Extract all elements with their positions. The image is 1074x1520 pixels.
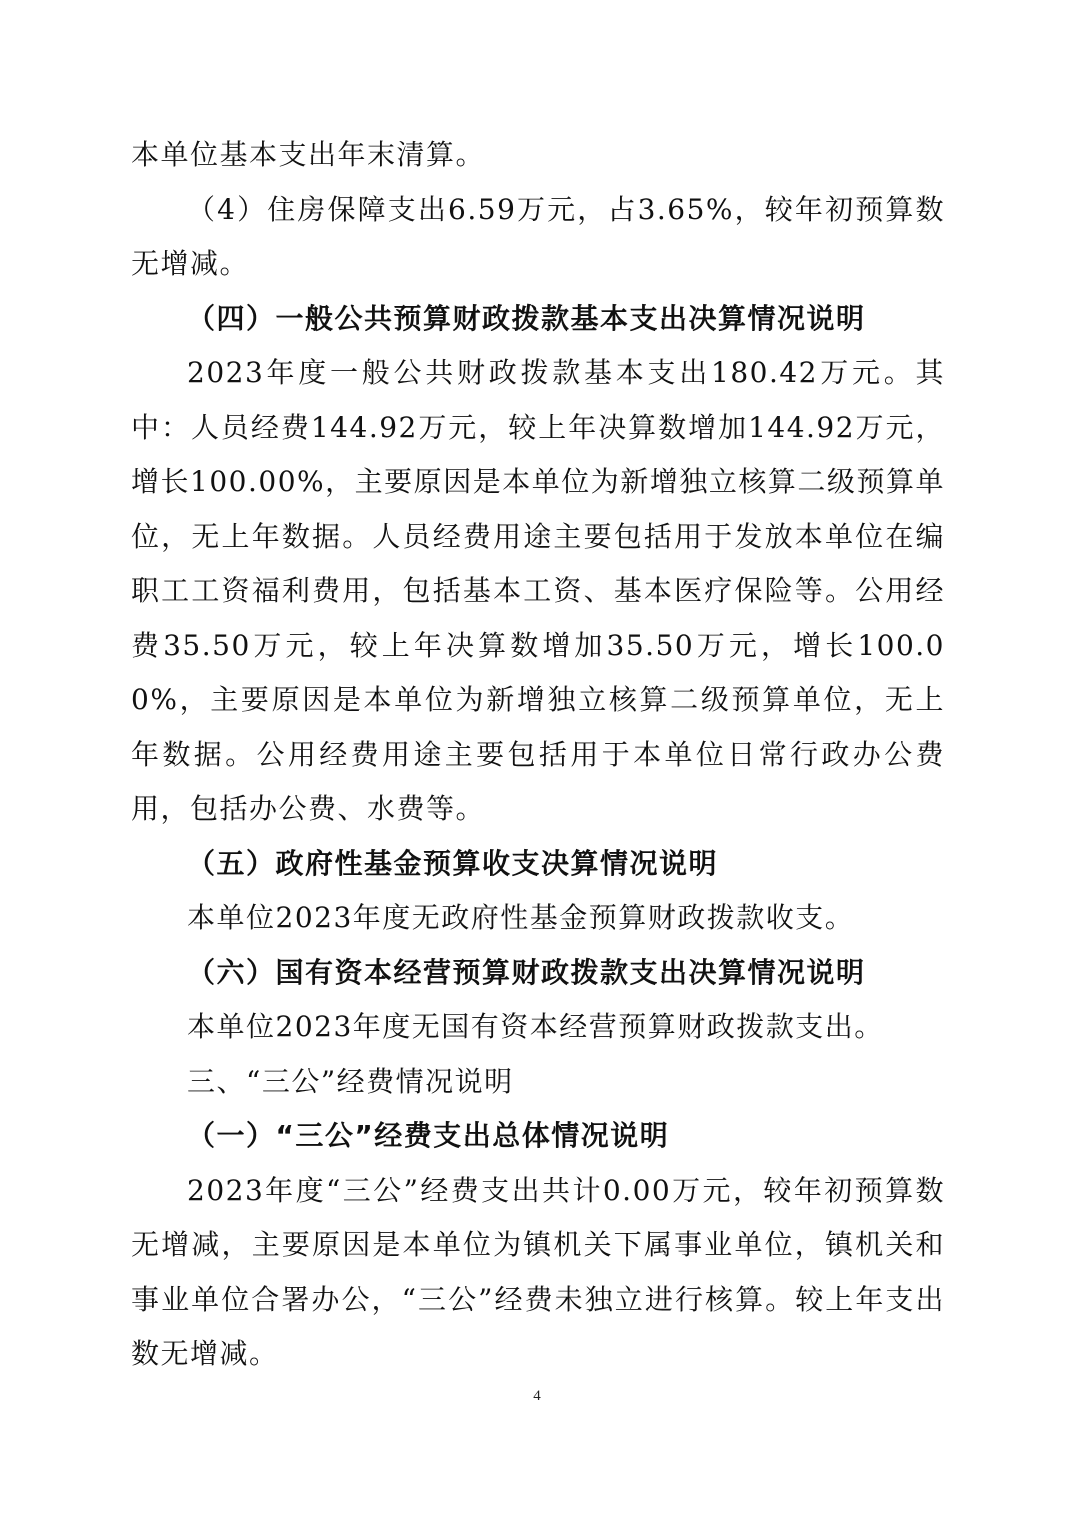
section-heading-state-capital: （六）国有资本经营预算财政拨款支出决算情况说明 xyxy=(187,955,866,989)
paragraph-three-public-overall: 2023年度“三公”经费支出共计0.00万元，较年初预算数无增减，主要原因是本单位为镇机关下属事业单位，镇机关和事业单位合署办公，“三公”经费未独立进行核算。较上年支出数无增减。 xyxy=(131,1173,945,1370)
paragraph-housing-expense: （4）住房保障支出6.59万元，占3.65%，较年初预算数无增减。 xyxy=(131,192,945,280)
paragraph-basic-expenditure: 2023年度一般公共财政拨款基本支出180.42万元。其中：人员经费144.92万元，较上年决算数增加144.92万元，增长100.00%，主要原因是本单位为新增独立核算二级预算单位，无上年数据。人员经费用途主要包括用于发放本单位在编职工工资福利费用，包括基本工资、基本医疗保险等。公用经费35.50万元，较上年决算数增加35.50万元，增长100.00%，主要原因是本单位为新增独立核算二级预算单位，无上年数据。公用经费用途主要包括用于本单位日常行政办公费用，包括办公费、水费等。 xyxy=(131,356,945,825)
paragraph-government-fund: 本单位2023年度无政府性基金预算财政拨款收支。 xyxy=(187,901,855,934)
section-heading-basic-expenditure: （四）一般公共预算财政拨款基本支出决算情况说明 xyxy=(187,301,866,335)
section-heading-government-fund: （五）政府性基金预算收支决算情况说明 xyxy=(187,846,719,880)
subsection-heading-three-public-overall: （一）“三公”经费支出总体情况说明 xyxy=(187,1119,670,1152)
paragraph-continuation: 本单位基本支出年末清算。 xyxy=(131,138,486,171)
section-heading-three-public: 三、“三公”经费情况说明 xyxy=(187,1064,514,1098)
paragraph-state-capital: 本单位2023年度无国有资本经营预算财政拨款支出。 xyxy=(187,1010,884,1043)
page-body xyxy=(131,128,945,1382)
page-number: 4 xyxy=(533,1388,541,1404)
